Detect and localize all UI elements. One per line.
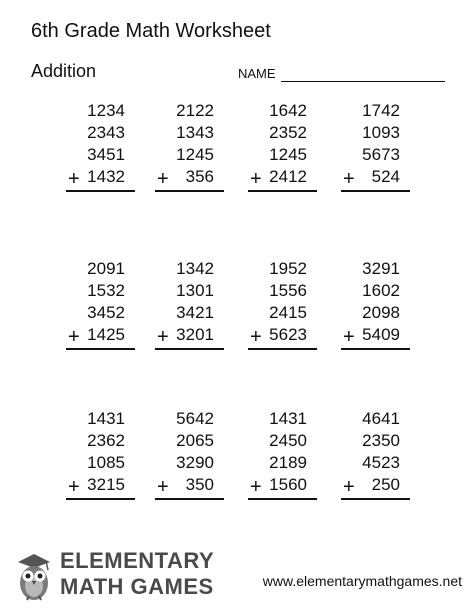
problem-3 xyxy=(247,101,317,211)
answer-line xyxy=(155,190,224,192)
problem-8 xyxy=(340,259,410,369)
plus-sign: + xyxy=(157,326,169,348)
plus-sign: + xyxy=(250,168,262,190)
addend: 5642 xyxy=(176,409,214,428)
addend: 2362 xyxy=(87,431,125,450)
worksheet-title: 6th Grade Math Worksheet xyxy=(31,20,271,42)
problem-11 xyxy=(247,409,317,519)
answer-line xyxy=(341,498,410,500)
problem-7 xyxy=(247,259,317,369)
plus-sign: + xyxy=(250,476,262,498)
addend: 4641 xyxy=(362,409,400,428)
problem-4 xyxy=(340,101,410,211)
problem-1 xyxy=(65,101,135,211)
addend: 1301 xyxy=(176,281,214,300)
name-label: NAME xyxy=(238,66,276,81)
addend: 1245 xyxy=(176,145,214,164)
addend: 3421 xyxy=(176,303,214,322)
logo-line1: ELEMENTARY xyxy=(60,548,215,573)
last-addend: 3201 xyxy=(176,325,214,344)
answer-line xyxy=(66,498,135,500)
plus-sign: + xyxy=(157,476,169,498)
answer-line xyxy=(155,348,224,350)
addend: 5673 xyxy=(362,145,400,164)
plus-sign: + xyxy=(68,326,80,348)
problem-2 xyxy=(154,101,224,211)
addend: 1343 xyxy=(176,123,214,142)
problem-12 xyxy=(340,409,410,519)
addend: 2343 xyxy=(87,123,125,142)
problem-6 xyxy=(154,259,224,369)
last-addend: 250 xyxy=(371,475,400,494)
answer-line xyxy=(248,348,317,350)
last-addend: 350 xyxy=(185,475,214,494)
addend: 3452 xyxy=(87,303,125,322)
addend: 1556 xyxy=(269,281,307,300)
addend: 1245 xyxy=(269,145,307,164)
last-addend: 1425 xyxy=(87,325,125,344)
addend: 1431 xyxy=(87,409,125,428)
addend: 2098 xyxy=(362,303,400,322)
addend: 4523 xyxy=(362,453,400,472)
addend: 1085 xyxy=(87,453,125,472)
last-addend: 1560 xyxy=(269,475,307,494)
answer-line xyxy=(155,498,224,500)
addend: 1602 xyxy=(362,281,400,300)
name-line xyxy=(281,81,445,82)
addend: 2065 xyxy=(176,431,214,450)
addend: 1742 xyxy=(362,101,400,120)
addend: 1532 xyxy=(87,281,125,300)
addend: 2122 xyxy=(176,101,214,120)
last-addend: 356 xyxy=(185,167,214,186)
plus-sign: + xyxy=(343,168,355,190)
addend: 2415 xyxy=(269,303,307,322)
addend: 2091 xyxy=(87,259,125,278)
answer-line xyxy=(66,348,135,350)
plus-sign: + xyxy=(68,476,80,498)
worksheet-subtitle: Addition xyxy=(31,61,97,81)
plus-sign: + xyxy=(343,476,355,498)
answer-line xyxy=(341,348,410,350)
addend: 2189 xyxy=(269,453,307,472)
answer-line xyxy=(341,190,410,192)
answer-line xyxy=(248,190,317,192)
plus-sign: + xyxy=(343,326,355,348)
problem-5 xyxy=(65,259,135,369)
addend: 1234 xyxy=(87,101,125,120)
problem-9 xyxy=(65,409,135,519)
last-addend: 5409 xyxy=(362,325,400,344)
last-addend: 5623 xyxy=(269,325,307,344)
answer-line xyxy=(248,498,317,500)
plus-sign: + xyxy=(157,168,169,190)
addend: 1952 xyxy=(269,259,307,278)
website-url: www.elementarymathgames.net xyxy=(262,573,462,589)
addend: 1642 xyxy=(269,101,307,120)
addend: 2350 xyxy=(362,431,400,450)
addend: 1431 xyxy=(269,409,307,428)
logo xyxy=(12,548,215,603)
addend: 3451 xyxy=(87,145,125,164)
plus-sign: + xyxy=(68,168,80,190)
last-addend: 2412 xyxy=(269,167,307,186)
last-addend: 524 xyxy=(371,167,400,186)
addend: 3290 xyxy=(176,453,214,472)
addend: 1093 xyxy=(362,123,400,142)
problem-10 xyxy=(154,409,224,519)
last-addend: 3215 xyxy=(87,475,125,494)
addend: 2352 xyxy=(269,123,307,142)
answer-line xyxy=(66,190,135,192)
addend: 3291 xyxy=(362,259,400,278)
addend: 2450 xyxy=(269,431,307,450)
last-addend: 1432 xyxy=(87,167,125,186)
plus-sign: + xyxy=(250,326,262,348)
logo-line2: MATH GAMES xyxy=(60,574,214,599)
owl-graduate-icon xyxy=(12,548,56,603)
addend: 1342 xyxy=(176,259,214,278)
